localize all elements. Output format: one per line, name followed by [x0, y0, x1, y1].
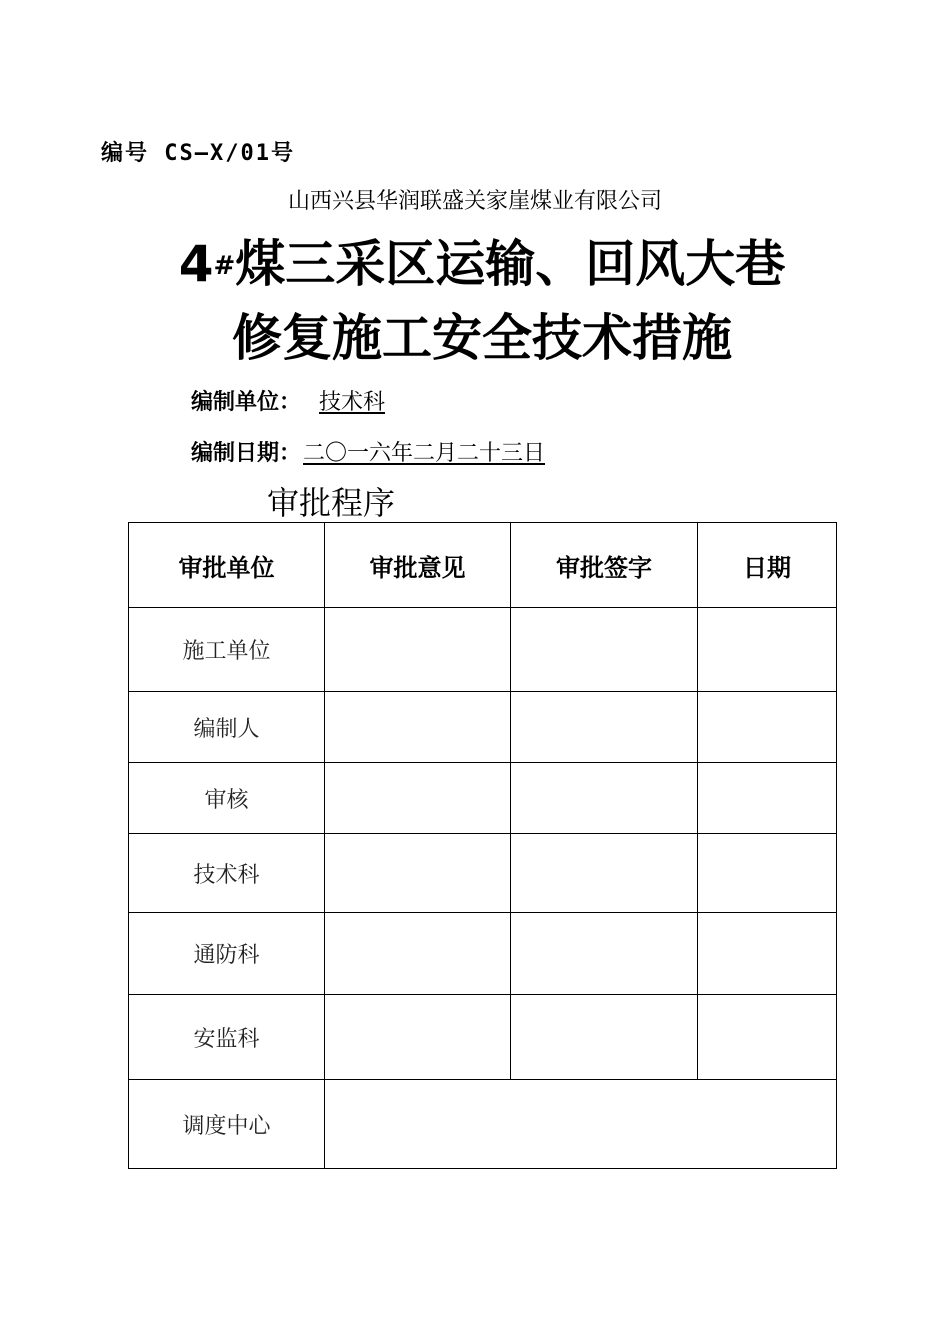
- compile-unit-row: [191, 385, 385, 416]
- row-unit-label: 通防科: [129, 913, 325, 995]
- compile-date-row: [191, 436, 545, 467]
- document-title-line-1: [0, 234, 950, 294]
- date-cell[interactable]: [698, 608, 837, 692]
- signature-cell[interactable]: [511, 834, 698, 913]
- title-hash-superscript: #: [213, 251, 236, 281]
- table-row: [129, 834, 837, 913]
- dispatch-center-merged-cell[interactable]: [325, 1080, 837, 1169]
- compile-date-label: 编制日期：: [191, 441, 302, 466]
- approval-table: [128, 522, 837, 1169]
- row-unit-label: 调度中心: [129, 1080, 325, 1169]
- signature-cell[interactable]: [511, 692, 698, 763]
- opinion-cell[interactable]: [325, 913, 511, 995]
- opinion-cell[interactable]: [325, 763, 511, 834]
- row-unit-label: 技术科: [129, 834, 325, 913]
- table-row: [129, 1080, 837, 1169]
- row-unit-label: 施工单位: [129, 608, 325, 692]
- table-row: [129, 913, 837, 995]
- table-row: [129, 608, 837, 692]
- approval-header-row: [129, 523, 837, 608]
- date-cell[interactable]: [698, 995, 837, 1080]
- approval-procedure-heading: 审批程序: [267, 484, 396, 522]
- compile-unit-value: 技术科: [319, 390, 386, 415]
- opinion-cell[interactable]: [325, 692, 511, 763]
- header-approval-opinion: 审批意见: [325, 523, 511, 608]
- title-coal-seam-number: 4: [178, 235, 214, 293]
- signature-cell[interactable]: [511, 608, 698, 692]
- document-title-line-2: 修复施工安全技术措施: [232, 309, 732, 367]
- signature-cell[interactable]: [511, 995, 698, 1080]
- row-unit-label: 编制人: [129, 692, 325, 763]
- row-unit-label: 审核: [129, 763, 325, 834]
- company-name: 山西兴县华润联盛关家崖煤业有限公司: [287, 189, 662, 214]
- table-row: [129, 763, 837, 834]
- document-number: 编号 CS—X/01号: [101, 141, 295, 166]
- compile-date-value: 二〇一六年二月二十三日: [303, 441, 546, 466]
- signature-cell[interactable]: [511, 763, 698, 834]
- title-line-1-text: 煤三采区运输、回风大巷: [235, 235, 786, 293]
- date-cell[interactable]: [698, 834, 837, 913]
- opinion-cell[interactable]: [325, 995, 511, 1080]
- opinion-cell[interactable]: [325, 834, 511, 913]
- table-row: [129, 995, 837, 1080]
- date-cell[interactable]: [698, 913, 837, 995]
- header-approval-unit: 审批单位: [129, 523, 325, 608]
- signature-cell[interactable]: [511, 913, 698, 995]
- header-approval-signature: 审批签字: [511, 523, 698, 608]
- table-row: [129, 692, 837, 763]
- opinion-cell[interactable]: [325, 608, 511, 692]
- row-unit-label: 安监科: [129, 995, 325, 1080]
- date-cell[interactable]: [698, 692, 837, 763]
- compile-unit-label: 编制单位：: [191, 390, 302, 415]
- header-date: 日期: [698, 523, 837, 608]
- date-cell[interactable]: [698, 763, 837, 834]
